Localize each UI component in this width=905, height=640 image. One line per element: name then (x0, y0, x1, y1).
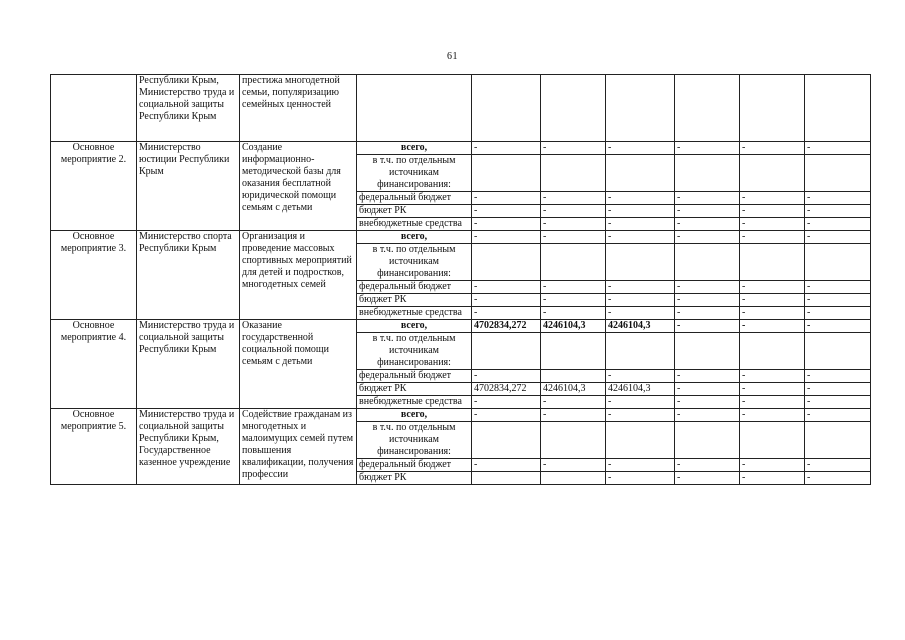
funding-source-cell: внебюджетные средства (357, 218, 472, 231)
amount-cell: - (606, 192, 675, 205)
amount-cell (675, 333, 740, 370)
executor-cell: Министерство юстиции Республики Крым (137, 142, 240, 231)
value-cell (740, 75, 805, 142)
executor-cell: Министерство труда и социальной защиты Республики Крым, Государственное казенное учреждение (137, 409, 240, 485)
amount-cell (675, 244, 740, 281)
amount-cell: - (740, 231, 805, 244)
amount-cell: - (740, 459, 805, 472)
amount-cell (472, 422, 541, 459)
amount-cell: - (472, 205, 541, 218)
amount-cell: - (675, 370, 740, 383)
amount-cell: - (472, 231, 541, 244)
amount-cell: - (606, 409, 675, 422)
amount-cell (541, 333, 606, 370)
funding-source-cell: всего, (357, 142, 472, 155)
measure-cell: Оказание государственной социальной помощи семьям с детьми (240, 320, 357, 409)
value-cell (472, 75, 541, 142)
amount-cell: - (740, 281, 805, 294)
amount-cell: - (805, 281, 871, 294)
amount-cell: - (740, 142, 805, 155)
amount-cell: - (675, 294, 740, 307)
amount-cell: - (805, 205, 871, 218)
funding-source-cell: всего, (357, 231, 472, 244)
amount-cell: - (541, 218, 606, 231)
table-row (51, 409, 871, 422)
amount-cell (472, 155, 541, 192)
amount-cell: - (606, 218, 675, 231)
amount-cell: - (541, 459, 606, 472)
table-row (51, 142, 871, 155)
amount-cell (541, 244, 606, 281)
amount-cell: - (541, 192, 606, 205)
executor-cell: Республики Крым, Министерство труда и социальной защиты Республики Крым (137, 75, 240, 142)
funding-source-cell: внебюджетные средства (357, 307, 472, 320)
amount-cell (606, 244, 675, 281)
amount-cell (805, 244, 871, 281)
amount-cell: - (541, 294, 606, 307)
amount-cell: - (541, 307, 606, 320)
amount-cell: - (472, 142, 541, 155)
funding-source-cell: федеральный бюджет (357, 281, 472, 294)
amount-cell: - (541, 409, 606, 422)
amount-cell (805, 333, 871, 370)
executor-cell: Министерство труда и социальной защиты Республики Крым (137, 320, 240, 409)
measure-cell: Организация и проведение массовых спортивных мероприятий для детей и подростков, многодетных семей (240, 231, 357, 320)
amount-cell (606, 422, 675, 459)
amount-cell: 4246104,3 (541, 320, 606, 333)
page-number: 61 (447, 51, 458, 62)
amount-cell: - (805, 231, 871, 244)
amount-cell (472, 244, 541, 281)
amount-cell: - (606, 281, 675, 294)
amount-cell: - (805, 218, 871, 231)
amount-cell: - (805, 459, 871, 472)
amount-cell: - (805, 370, 871, 383)
amount-cell: 4702834,272 (472, 320, 541, 333)
continuation-row (51, 75, 871, 142)
amount-cell: - (805, 192, 871, 205)
amount-cell: - (606, 231, 675, 244)
funding-source-cell: бюджет РК (357, 205, 472, 218)
amount-cell: 4702834,272 (472, 383, 541, 396)
amount-cell (740, 422, 805, 459)
funding-source-cell: бюджет РК (357, 472, 472, 485)
amount-cell: - (606, 205, 675, 218)
amount-cell: - (805, 142, 871, 155)
amount-cell: - (606, 472, 675, 485)
amount-cell (541, 155, 606, 192)
amount-cell: - (675, 409, 740, 422)
amount-cell: - (606, 307, 675, 320)
amount-cell: - (675, 383, 740, 396)
amount-cell: - (805, 307, 871, 320)
amount-cell: - (472, 192, 541, 205)
amount-cell: - (805, 383, 871, 396)
value-cell (675, 75, 740, 142)
measure-cell: Содействие гражданам из многодетных и малоимущих семей путем повышения квалификации, получения профессии (240, 409, 357, 485)
amount-cell: - (740, 320, 805, 333)
measure-number: Основное мероприятие 4. (51, 320, 137, 409)
amount-cell: - (805, 409, 871, 422)
amount-cell: - (675, 320, 740, 333)
amount-cell: - (606, 459, 675, 472)
amount-cell: - (675, 459, 740, 472)
amount-cell: - (541, 281, 606, 294)
amount-cell (541, 472, 606, 485)
amount-cell: - (472, 396, 541, 409)
amount-cell: - (675, 396, 740, 409)
funding-source-cell: в т.ч. по отдельным источникам финансирования: (357, 333, 472, 370)
amount-cell (472, 333, 541, 370)
amount-cell: - (740, 383, 805, 396)
amount-cell: - (541, 231, 606, 244)
measure-number (51, 75, 137, 142)
table-body (51, 75, 871, 485)
amount-cell: - (675, 218, 740, 231)
amount-cell: - (675, 231, 740, 244)
amount-cell: - (541, 205, 606, 218)
measure-number: Основное мероприятие 5. (51, 409, 137, 485)
measure-cell: Создание информационно-методической базы для оказания бесплатной юридической помощи семьям с детьми (240, 142, 357, 231)
value-cell (541, 75, 606, 142)
funding-source-cell: федеральный бюджет (357, 370, 472, 383)
amount-cell: - (740, 396, 805, 409)
value-cell (805, 75, 871, 142)
amount-cell: - (472, 307, 541, 320)
amount-cell: - (606, 370, 675, 383)
amount-cell: - (541, 396, 606, 409)
amount-cell: - (675, 192, 740, 205)
amount-cell: - (606, 294, 675, 307)
amount-cell: - (675, 205, 740, 218)
funding-source-cell: федеральный бюджет (357, 192, 472, 205)
amount-cell: - (675, 142, 740, 155)
amount-cell: - (675, 307, 740, 320)
amount-cell: - (805, 472, 871, 485)
funding-source-cell: в т.ч. по отдельным источникам финансирования: (357, 155, 472, 192)
measure-cell: престижа многодетной семьи, популяризацию семейных ценностей (240, 75, 357, 142)
measure-number: Основное мероприятие 3. (51, 231, 137, 320)
amount-cell (740, 244, 805, 281)
funding-source-cell: всего, (357, 320, 472, 333)
amount-cell: - (740, 409, 805, 422)
table-row (51, 320, 871, 333)
funding-source-cell: в т.ч. по отдельным источникам финансирования: (357, 244, 472, 281)
amount-cell (740, 155, 805, 192)
funding-source-cell: бюджет РК (357, 294, 472, 307)
amount-cell: - (740, 294, 805, 307)
amount-cell: - (472, 294, 541, 307)
funding-source-cell: всего, (357, 409, 472, 422)
amount-cell: - (606, 142, 675, 155)
amount-cell: 4246104,3 (606, 383, 675, 396)
amount-cell (606, 155, 675, 192)
table-row (51, 231, 871, 244)
amount-cell: - (740, 218, 805, 231)
amount-cell: - (472, 218, 541, 231)
funding-source-cell: бюджет РК (357, 383, 472, 396)
amount-cell (675, 422, 740, 459)
funding-source-cell: федеральный бюджет (357, 459, 472, 472)
financing-table (50, 74, 871, 485)
amount-cell (541, 370, 606, 383)
value-cell (606, 75, 675, 142)
amount-cell: - (606, 396, 675, 409)
amount-cell: - (805, 294, 871, 307)
amount-cell: - (472, 409, 541, 422)
amount-cell (541, 422, 606, 459)
amount-cell: - (675, 281, 740, 294)
amount-cell (805, 422, 871, 459)
source-cell (357, 75, 472, 142)
funding-source-cell: в т.ч. по отдельным источникам финансирования: (357, 422, 472, 459)
amount-cell (606, 333, 675, 370)
amount-cell: - (472, 459, 541, 472)
amount-cell: - (740, 472, 805, 485)
amount-cell: - (541, 142, 606, 155)
amount-cell: - (740, 192, 805, 205)
amount-cell: 4246104,3 (541, 383, 606, 396)
amount-cell: - (472, 281, 541, 294)
executor-cell: Министерство спорта Республики Крым (137, 231, 240, 320)
amount-cell: - (740, 205, 805, 218)
amount-cell: 4246104,3 (606, 320, 675, 333)
amount-cell (805, 155, 871, 192)
amount-cell: - (472, 370, 541, 383)
amount-cell (472, 472, 541, 485)
amount-cell: - (740, 370, 805, 383)
amount-cell: - (675, 472, 740, 485)
amount-cell (675, 155, 740, 192)
measure-number: Основное мероприятие 2. (51, 142, 137, 231)
funding-source-cell: внебюджетные средства (357, 396, 472, 409)
amount-cell: - (805, 396, 871, 409)
amount-cell (740, 333, 805, 370)
amount-cell: - (740, 307, 805, 320)
amount-cell: - (805, 320, 871, 333)
